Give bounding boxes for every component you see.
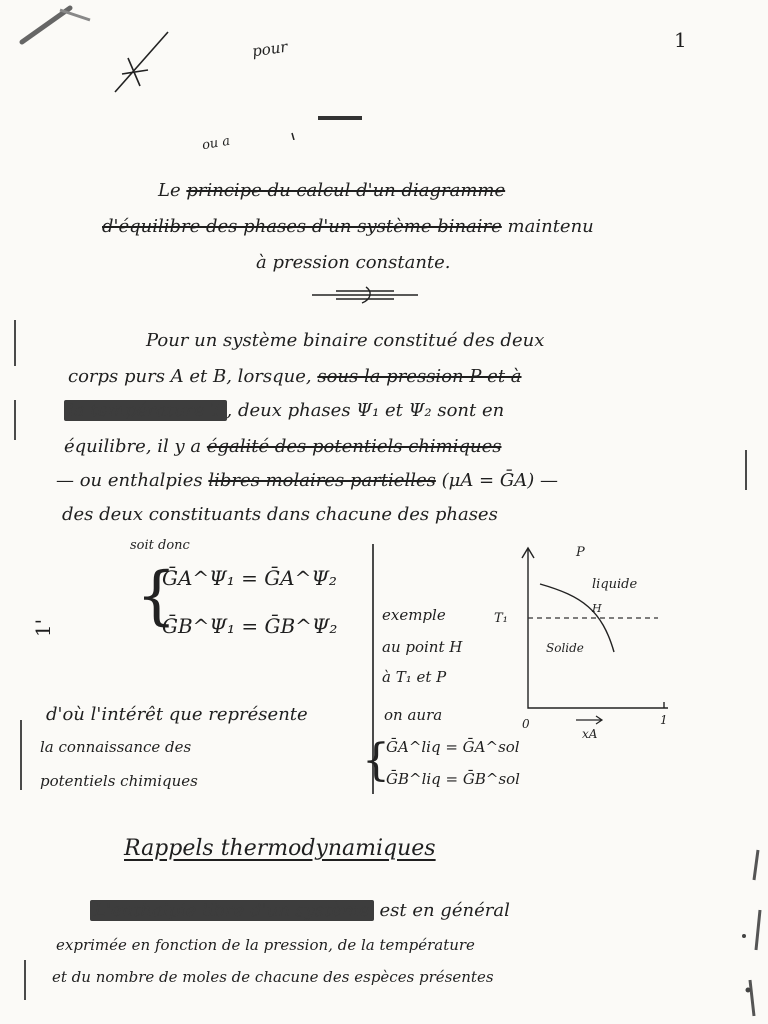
para-line-4: équilibre, il y a égalité des potentiels chimiques	[64, 436, 502, 457]
page-number: 1	[674, 28, 687, 52]
conclusion-line-3: potentiels chimiques	[40, 772, 198, 790]
diagram-x-origin: 0	[522, 717, 530, 731]
bottom-line-2: exprimée en fonction de la pression, de la température	[56, 936, 475, 954]
equation-1: ḠA^Ψ₁ = ḠA^Ψ₂	[162, 566, 337, 590]
section-title: Rappels thermodynamiques	[124, 836, 436, 861]
example-line-4: on aura	[384, 706, 443, 724]
diagram-x-end: 1	[660, 713, 668, 727]
conclusion-line-1: d'où l'intérêt que représente	[46, 704, 308, 725]
margin-line	[24, 960, 26, 1000]
phase-diagram	[452, 540, 682, 740]
example-line-1: exemple	[382, 606, 446, 624]
para-line-5: — ou enthalpies libres molaires partielles (μA = ḠA) —	[56, 470, 558, 491]
top-note: pour	[250, 37, 289, 61]
para-line-1: Pour un système binaire constitué des deux	[146, 330, 545, 351]
equation-2: ḠB^Ψ₁ = ḠB^Ψ₂	[162, 614, 338, 638]
brace-icon: {	[136, 559, 177, 633]
top-scribbles	[0, 0, 768, 140]
para-line-2: corps purs A et B, lorsque, sous la pression P et à	[68, 366, 522, 387]
para-line-3: la température T , deux phases Ψ₁ et Ψ₂ sont en	[64, 400, 504, 421]
example-line-2: au point H	[382, 638, 463, 656]
example-equation-1: ḠA^liq = ḠA^sol	[386, 738, 520, 756]
conclusion-line-2: la connaissance des	[40, 738, 192, 756]
margin-line	[20, 720, 22, 790]
example-line-3: à T₁ et P	[382, 668, 447, 686]
equations-intro: soit donc	[130, 538, 190, 553]
diagram-liquid-label: liquide	[592, 577, 638, 592]
margin-line	[14, 320, 16, 366]
diagram-solid-label: Solide	[546, 641, 584, 655]
diagram-x-label: xA	[582, 727, 598, 740]
scan-noise	[730, 840, 768, 1024]
diagram-point-label: H	[592, 602, 602, 615]
brace-icon: {	[362, 735, 390, 786]
title-separator	[300, 285, 430, 305]
title-line-1: Le principe du calcul d'un diagramme	[158, 180, 506, 201]
bottom-line-3: et du nombre de moles de chacune des espèces présentes	[52, 968, 494, 986]
para-line-6: des deux constituants dans chacune des phases	[62, 504, 498, 525]
diagram-t-label: T₁	[494, 611, 508, 626]
title-line-3: à pression constante.	[256, 252, 451, 273]
title-line-2: d'équilibre des phases d'un système binaire maintenu	[102, 216, 594, 237]
margin-line	[14, 400, 16, 440]
small-note: ou a	[200, 133, 232, 154]
example-equation-2: ḠB^liq = ḠB^sol	[386, 770, 520, 788]
diagram-y-label: P	[576, 545, 585, 560]
margin-line	[745, 450, 747, 490]
margin-mark: 1'	[31, 618, 56, 638]
bottom-line-1: L'enthalpie libre d'un système est en général	[90, 900, 510, 921]
